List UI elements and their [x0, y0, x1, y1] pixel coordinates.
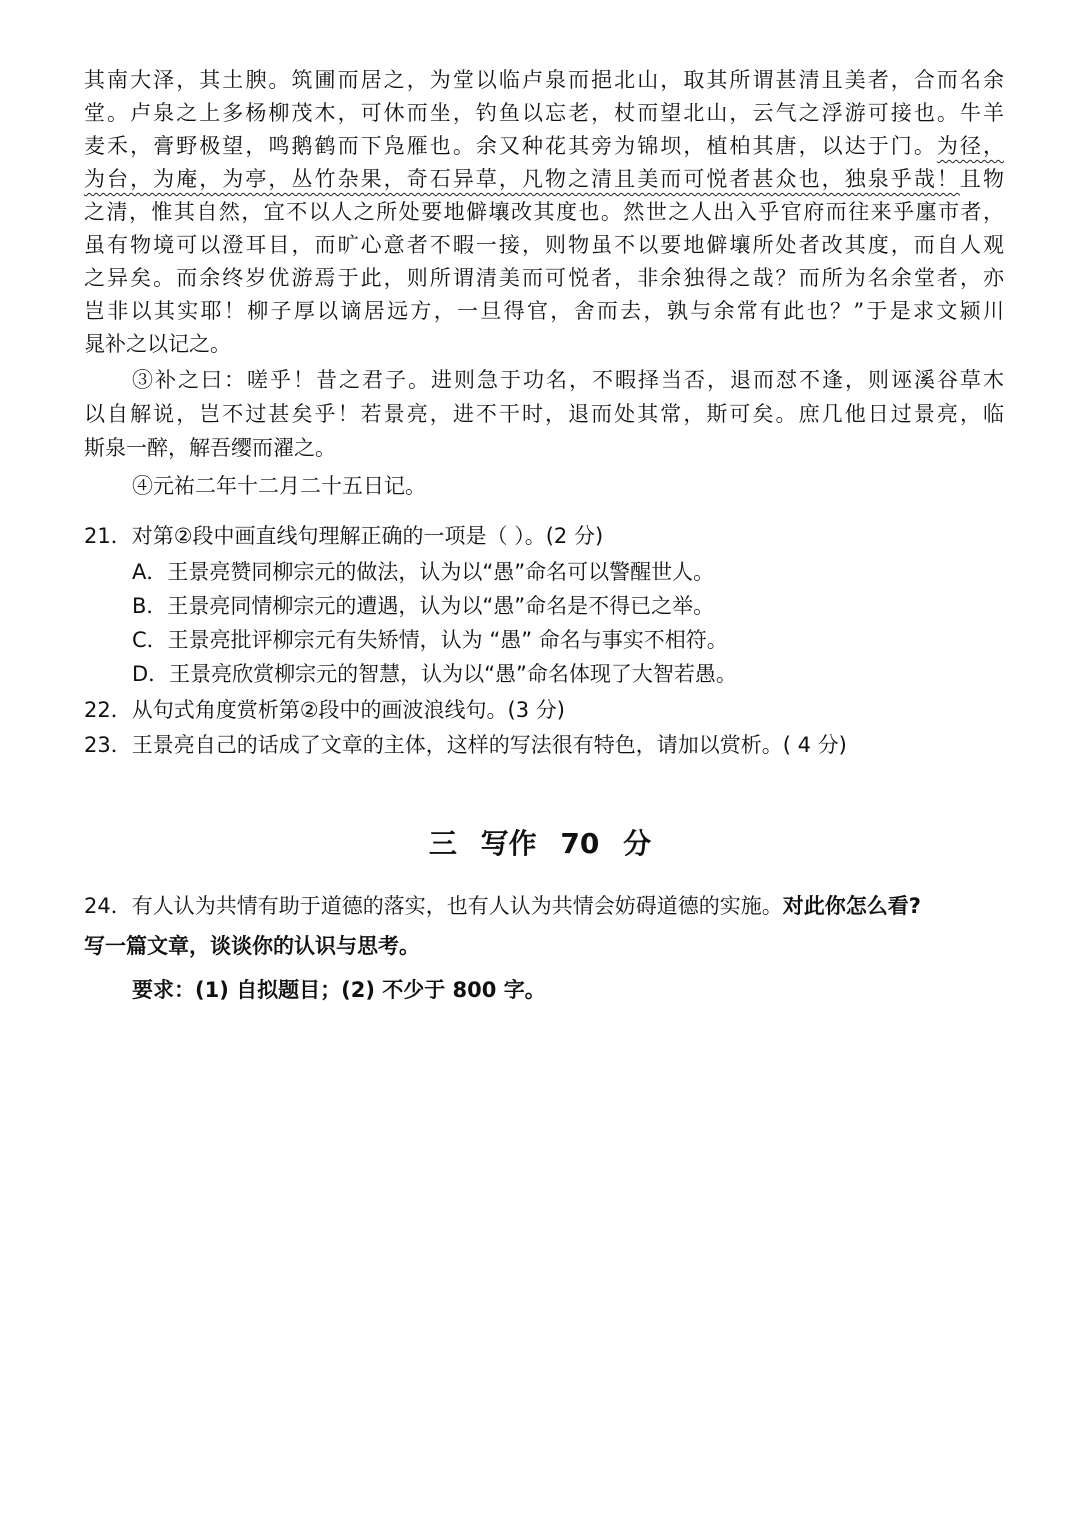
question-21: 21．对第②段中画直线句理解正确的一项是（ ）。(2 分) [84, 524, 604, 548]
passage-line: 其南大泽，其土腴。筑圃而居之，为堂以临卢泉而挹北山，取其所谓甚清且美者，合而名余 [84, 68, 1004, 92]
option-a: A．王景亮赞同柳宗元的做法，认为以“愚”命名可以警醒世人。 [132, 560, 715, 584]
question-24 [84, 890, 1004, 923]
passage-line: 之清，惟其自然，宜不以人之所处要地僻壤改其度也。然世之人出入乎官府而往来乎廛市者， [84, 200, 1004, 224]
wavy-underlined-sentence: 为台，为庵，为亭，丛竹杂果，奇石异草，凡物之清且美而可悦者甚众也，独泉乎哉！ [84, 167, 960, 191]
passage-line: 虽有物境可以澄耳目，而旷心意者不暇一接，则物虽不以要地僻壤所处者改其度，而自人观 [84, 233, 1004, 257]
passage-line: 斯泉一醉，解吾缨而濯之。 [84, 436, 336, 460]
question-24-bold: 对此你怎么看? [782, 894, 921, 918]
passage-text: 且物 [959, 167, 1005, 191]
requirement: 要求：(1) 自拟题目；(2) 不少于 800 字。 [132, 978, 546, 1002]
passage-line: 堂。卢泉之上多杨柳茂木，可休而坐，钓鱼以忘老，杖而望北山，云气之浮游可接也。牛羊 [84, 101, 1004, 125]
question-24-line2: 写一篇文章，谈谈你的认识与思考。 [84, 934, 420, 958]
option-b: B．王景亮同情柳宗元的遭遇，认为以“愚”命名是不得已之举。 [132, 594, 715, 618]
option-c: C．王景亮批评柳宗元有失矫情，认为 “愚” 命名与事实不相符。 [132, 628, 728, 652]
passage-line: 晁补之以记之。 [84, 332, 231, 356]
passage-line [84, 130, 1004, 163]
wavy-underlined-sentence: 为径， [936, 134, 1005, 158]
passage-date-line: ④元祐二年十二月二十五日记。 [132, 474, 426, 498]
passage-line: ③补之曰：嗟乎！昔之君子。进则急于功名，不暇择当否，退而怼不逢，则诬溪谷草木 [132, 368, 1004, 392]
question-24-text: 24．有人认为共情有助于道德的落实，也有人认为共情会妨碍道德的实施。 [84, 894, 783, 918]
passage-line: 之异矣。而余终岁优游焉于此，则所谓清美而可悦者，非余独得之哉？而所为名余堂者，亦 [84, 266, 1004, 290]
passage-text: 麦禾，膏野极望，鸣鹅鹤而下凫雁也。余又种花其旁为锦坝，植柏其唐，以达于门。 [84, 134, 937, 158]
section-title: 三 写作 70 分 [428, 827, 652, 860]
question-23: 23．王景亮自己的话成了文章的主体，这样的写法很有特色，请加以赏析。( 4 分) [84, 733, 847, 757]
option-d: D．王景亮欣赏柳宗元的智慧，认为以“愚”命名体现了大智若愚。 [132, 662, 737, 686]
passage-line: 以自解说，岂不过甚矣乎！若景亮，进不干时，退而处其常，斯可矣。庶几他日过景亮，临 [84, 402, 1004, 426]
passage-line [84, 163, 1004, 196]
question-22: 22．从句式角度赏析第②段中的画波浪线句。(3 分) [84, 698, 565, 722]
passage-line: 岂非以其实耶！柳子厚以谪居远方，一旦得官，舍而去，孰与余常有此也？”于是求文颍川 [84, 299, 1004, 323]
